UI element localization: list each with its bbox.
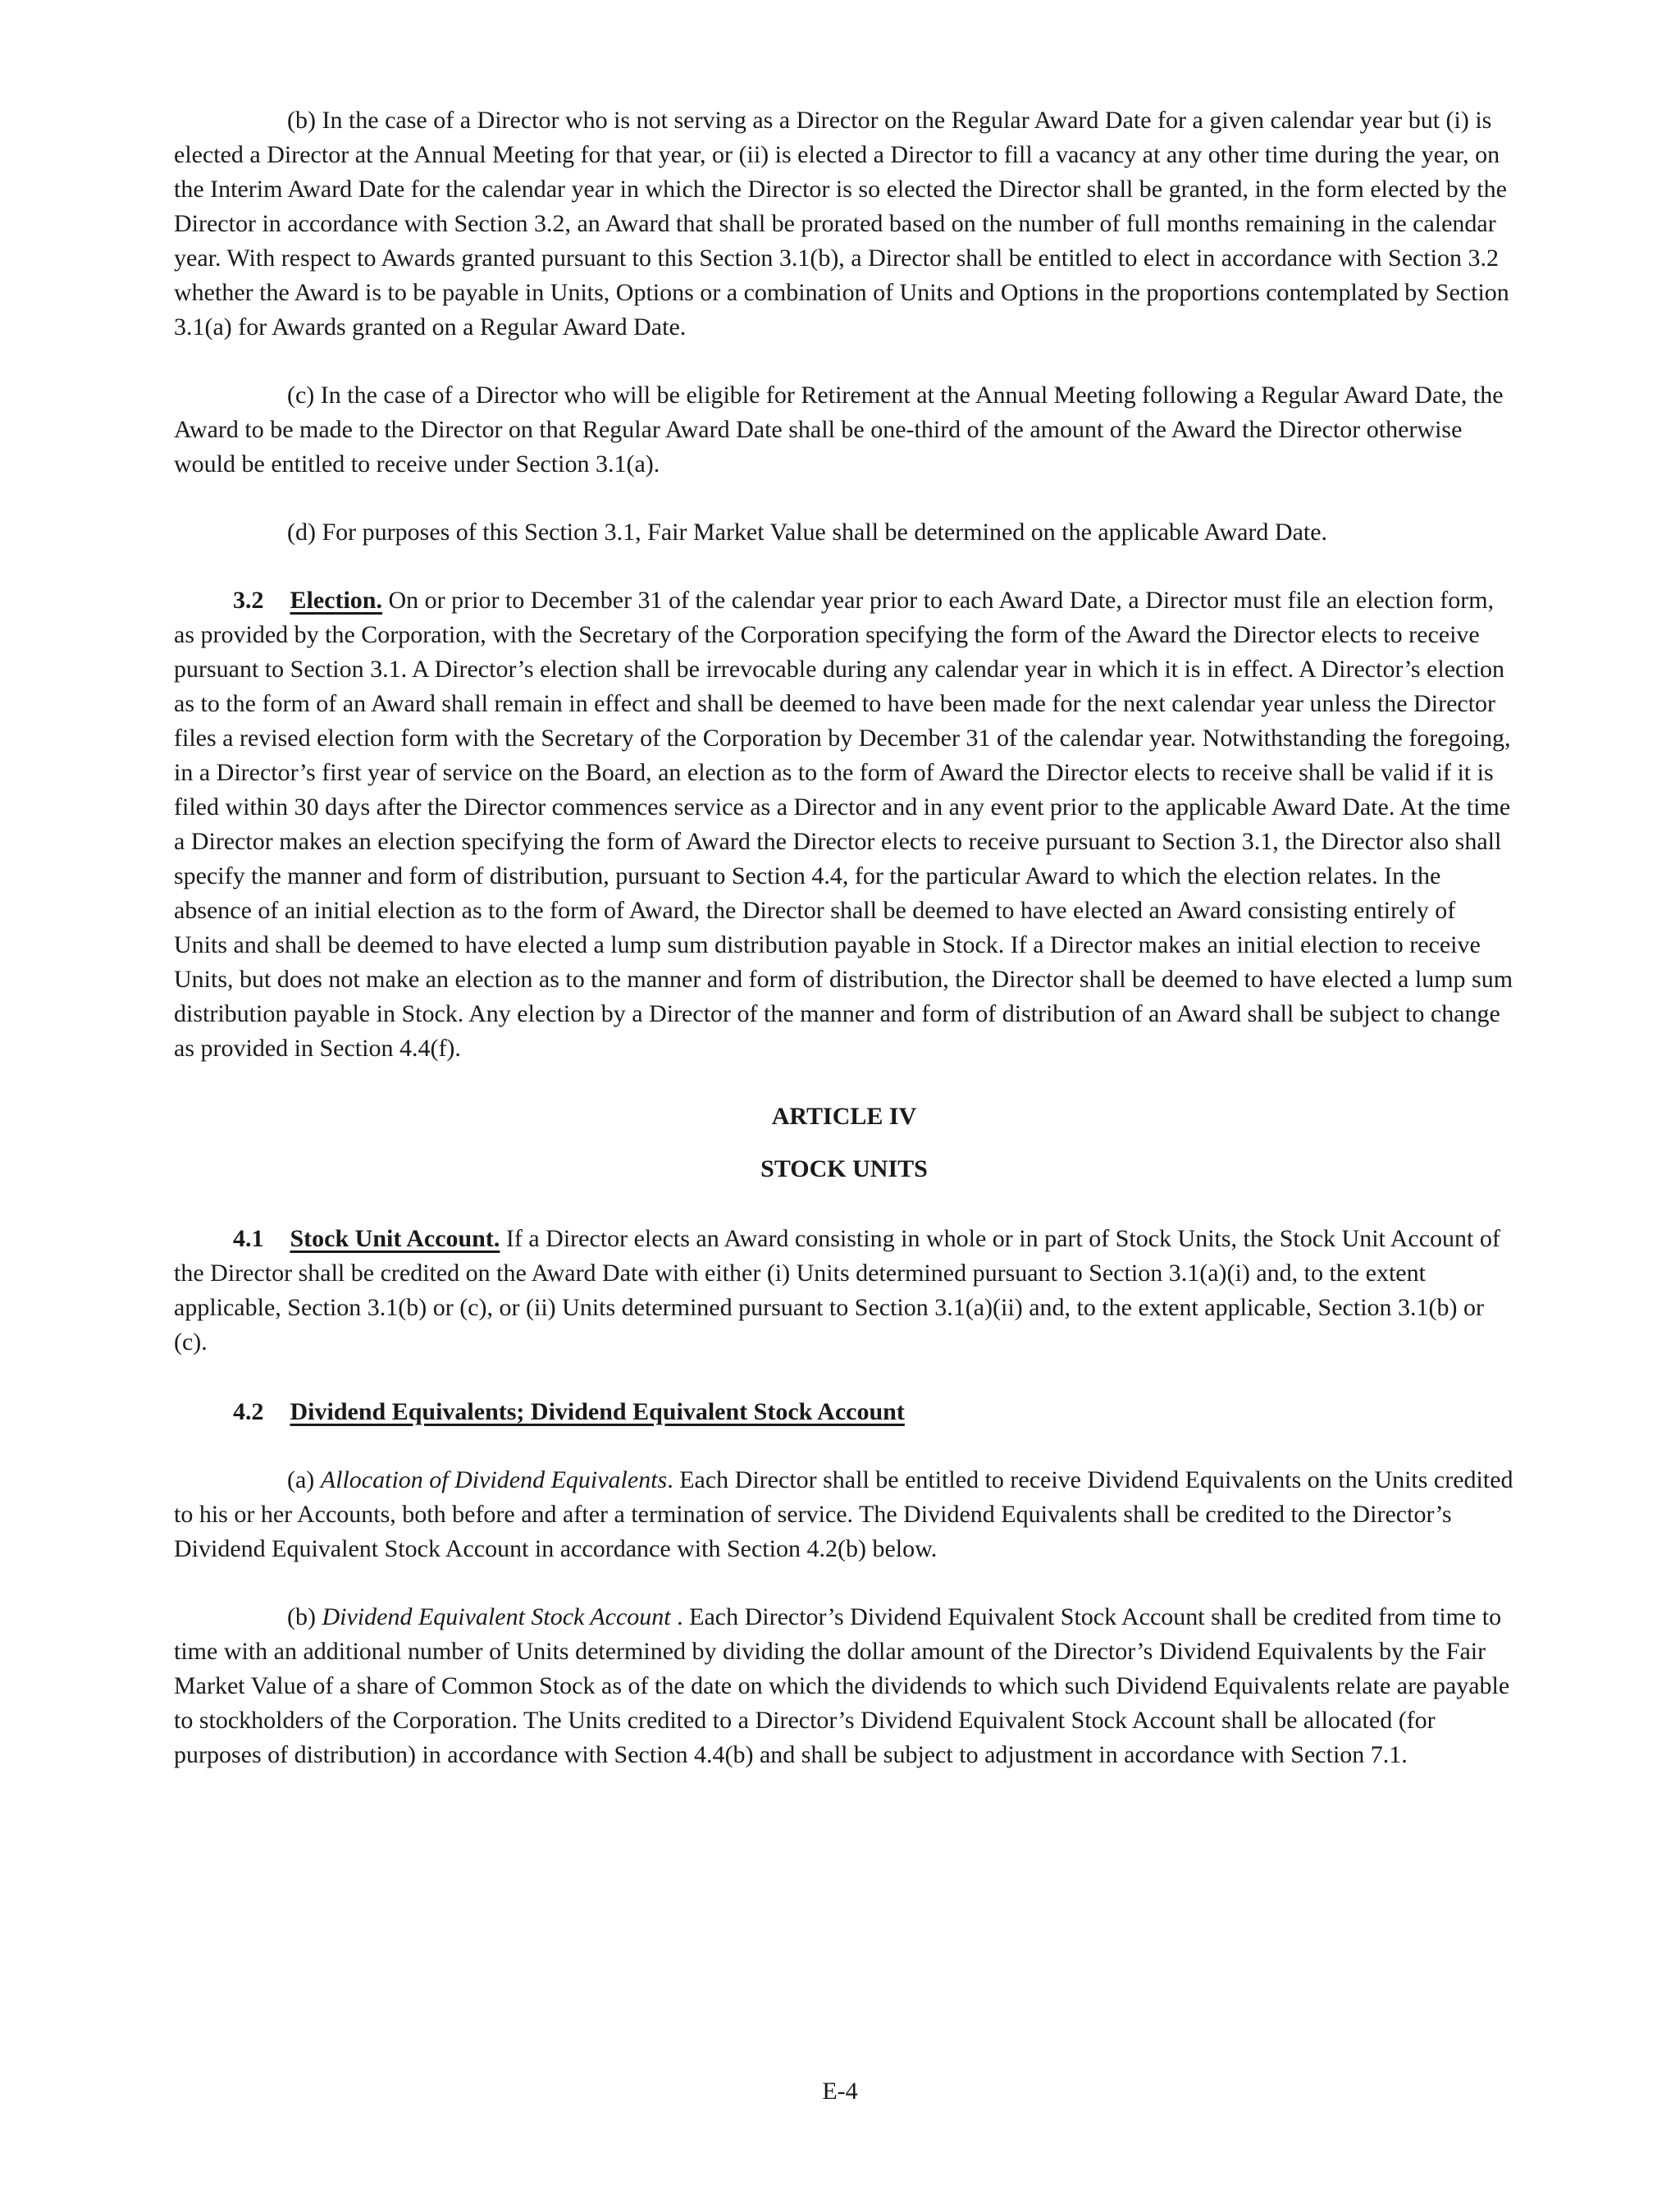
section-4-2-heading <box>174 1395 1514 1429</box>
paragraph-prefix: (a) <box>287 1466 321 1493</box>
section-number: 3.2 <box>233 587 264 614</box>
paragraph-italic-title: Allocation of Dividend Equivalents <box>320 1466 668 1493</box>
paragraph-3-1-c: (c) In the case of a Director who will be eligible for Retirement at the Annual Meeting following a Regular Award Date, the Award to be made to the Director on that Regular Award Date shall be one-third of the amount of the Award the Director otherwise would be entitled to receive under Section 3.1(a). <box>174 382 1504 478</box>
section-body: On or prior to December 31 of the calendar year prior to each Award Date, a Director must file an election form, as provided by the Corporation, with the Secretary of the Corporation specifying the form of the Award the Director elects to receive pursuant to Section 3.1. A Director’s election shall be irrevocable during any calendar year in which it is in effect. A Director’s election as to the form of an Award shall remain in effect and shall be deemed to have been made for the next calendar year unless the Director files a revised election form with the Secretary of the Corporation by December 31 of the calendar year. Notwithstanding the foregoing, in a Director’s first year of service on the Board, an election as to the form of Award the Director elects to receive shall be valid if it is filed within 30 days after the Director commences service as a Director and in any event prior to the applicable Award Date. At the time a Director makes an election specifying the form of Award the Director elects to receive pursuant to Section 3.1, the Director also shall specify the manner and form of distribution, pursuant to Section 4.4, for the particular Award to which the election relates. In the absence of an initial election as to the form of Award, the Director shall be deemed to have elected an Award consisting entirely of Units and shall be deemed to have elected a lump sum distribution payable in Stock. If a Director makes an initial election to receive Units, but does not make an election as to the manner and form of distribution, the Director shall be deemed to have elected a lump sum distribution payable in Stock. Any election by a Director of the manner and form of distribution of an Award shall be subject to change as provided in Section 4.4(f). <box>174 587 1513 1062</box>
paragraph-3-1-d: (d) For purposes of this Section 3.1, Fair Market Value shall be determined on the applicable Award Date. <box>287 519 1328 546</box>
paragraph-italic-title: Dividend Equivalent Stock Account <box>322 1603 671 1630</box>
article-heading: ARTICLE IV <box>771 1103 917 1130</box>
document-page <box>174 103 1514 1772</box>
section-title: Election. <box>290 587 382 614</box>
section-number: 4.2 <box>233 1398 264 1425</box>
paragraph-4-2-b <box>174 1600 1514 1772</box>
paragraph-body: . Each Director shall be entitled to receive Dividend Equivalents on the Units credited to his or her Accounts, both before and after a termination of service. The Dividend Equivalents shall be credited to the Director’s Dividend Equivalent Stock Account in accordance with Section 4.2(b) below. <box>174 1466 1513 1562</box>
section-number: 4.1 <box>233 1225 264 1252</box>
section-title: Dividend Equivalents; Dividend Equivalent Stock Account <box>290 1398 905 1425</box>
section-4-1 <box>174 1222 1514 1360</box>
paragraph-body: . Each Director’s Dividend Equivalent Stock Account shall be credited from time to time with an additional number of Units determined by dividing the dollar amount of the Director’s Dividend Equivalents by the Fair Market Value of a share of Common Stock as of the date on which the dividends to which such Dividend Equivalents relate are payable to stockholders of the Corporation. The Units credited to a Director’s Dividend Equivalent Stock Account shall be allocated (for purposes of distribution) in accordance with Section 4.4(b) and shall be subject to adjustment in accordance with Section 7.1. <box>174 1603 1510 1768</box>
section-body: If a Director elects an Award consisting in whole or in part of Stock Units, the Stock Unit Account of the Director shall be credited on the Award Date with either (i) Units determined pursuant to Section 3.1(a)(i) and, to the extent applicable, Section 3.1(b) or (c), or (ii) Units determined pursuant to Section 3.1(a)(ii) and, to the extent applicable, Section 3.1(b) or (c). <box>174 1225 1500 1356</box>
article-title: STOCK UNITS <box>760 1155 928 1182</box>
paragraph-4-2-a <box>174 1463 1514 1566</box>
section-title: Stock Unit Account. <box>290 1225 500 1252</box>
paragraph-prefix: (b) <box>287 1603 322 1630</box>
paragraph-3-1-b: (b) In the case of a Director who is not serving as a Director on the Regular Award Date for a given calendar year but (i) is elected a Director at the Annual Meeting for that year, or (ii) is elected a Director to fill a vacancy at any other time during the year, on the Interim Award Date for the calendar year in which the Director is so elected the Director shall be granted, in the form elected by the Director in accordance with Section 3.2, an Award that shall be prorated based on the number of full months remaining in the calendar year. With respect to Awards granted pursuant to this Section 3.1(b), a Director shall be entitled to elect in accordance with Section 3.2 whether the Award is to be payable in Units, Options or a combination of Units and Options in the proportions contemplated by Section 3.1(a) for Awards granted on a Regular Award Date. <box>174 107 1509 341</box>
page-number: E-4 <box>822 2078 858 2105</box>
section-3-2 <box>174 583 1514 1066</box>
